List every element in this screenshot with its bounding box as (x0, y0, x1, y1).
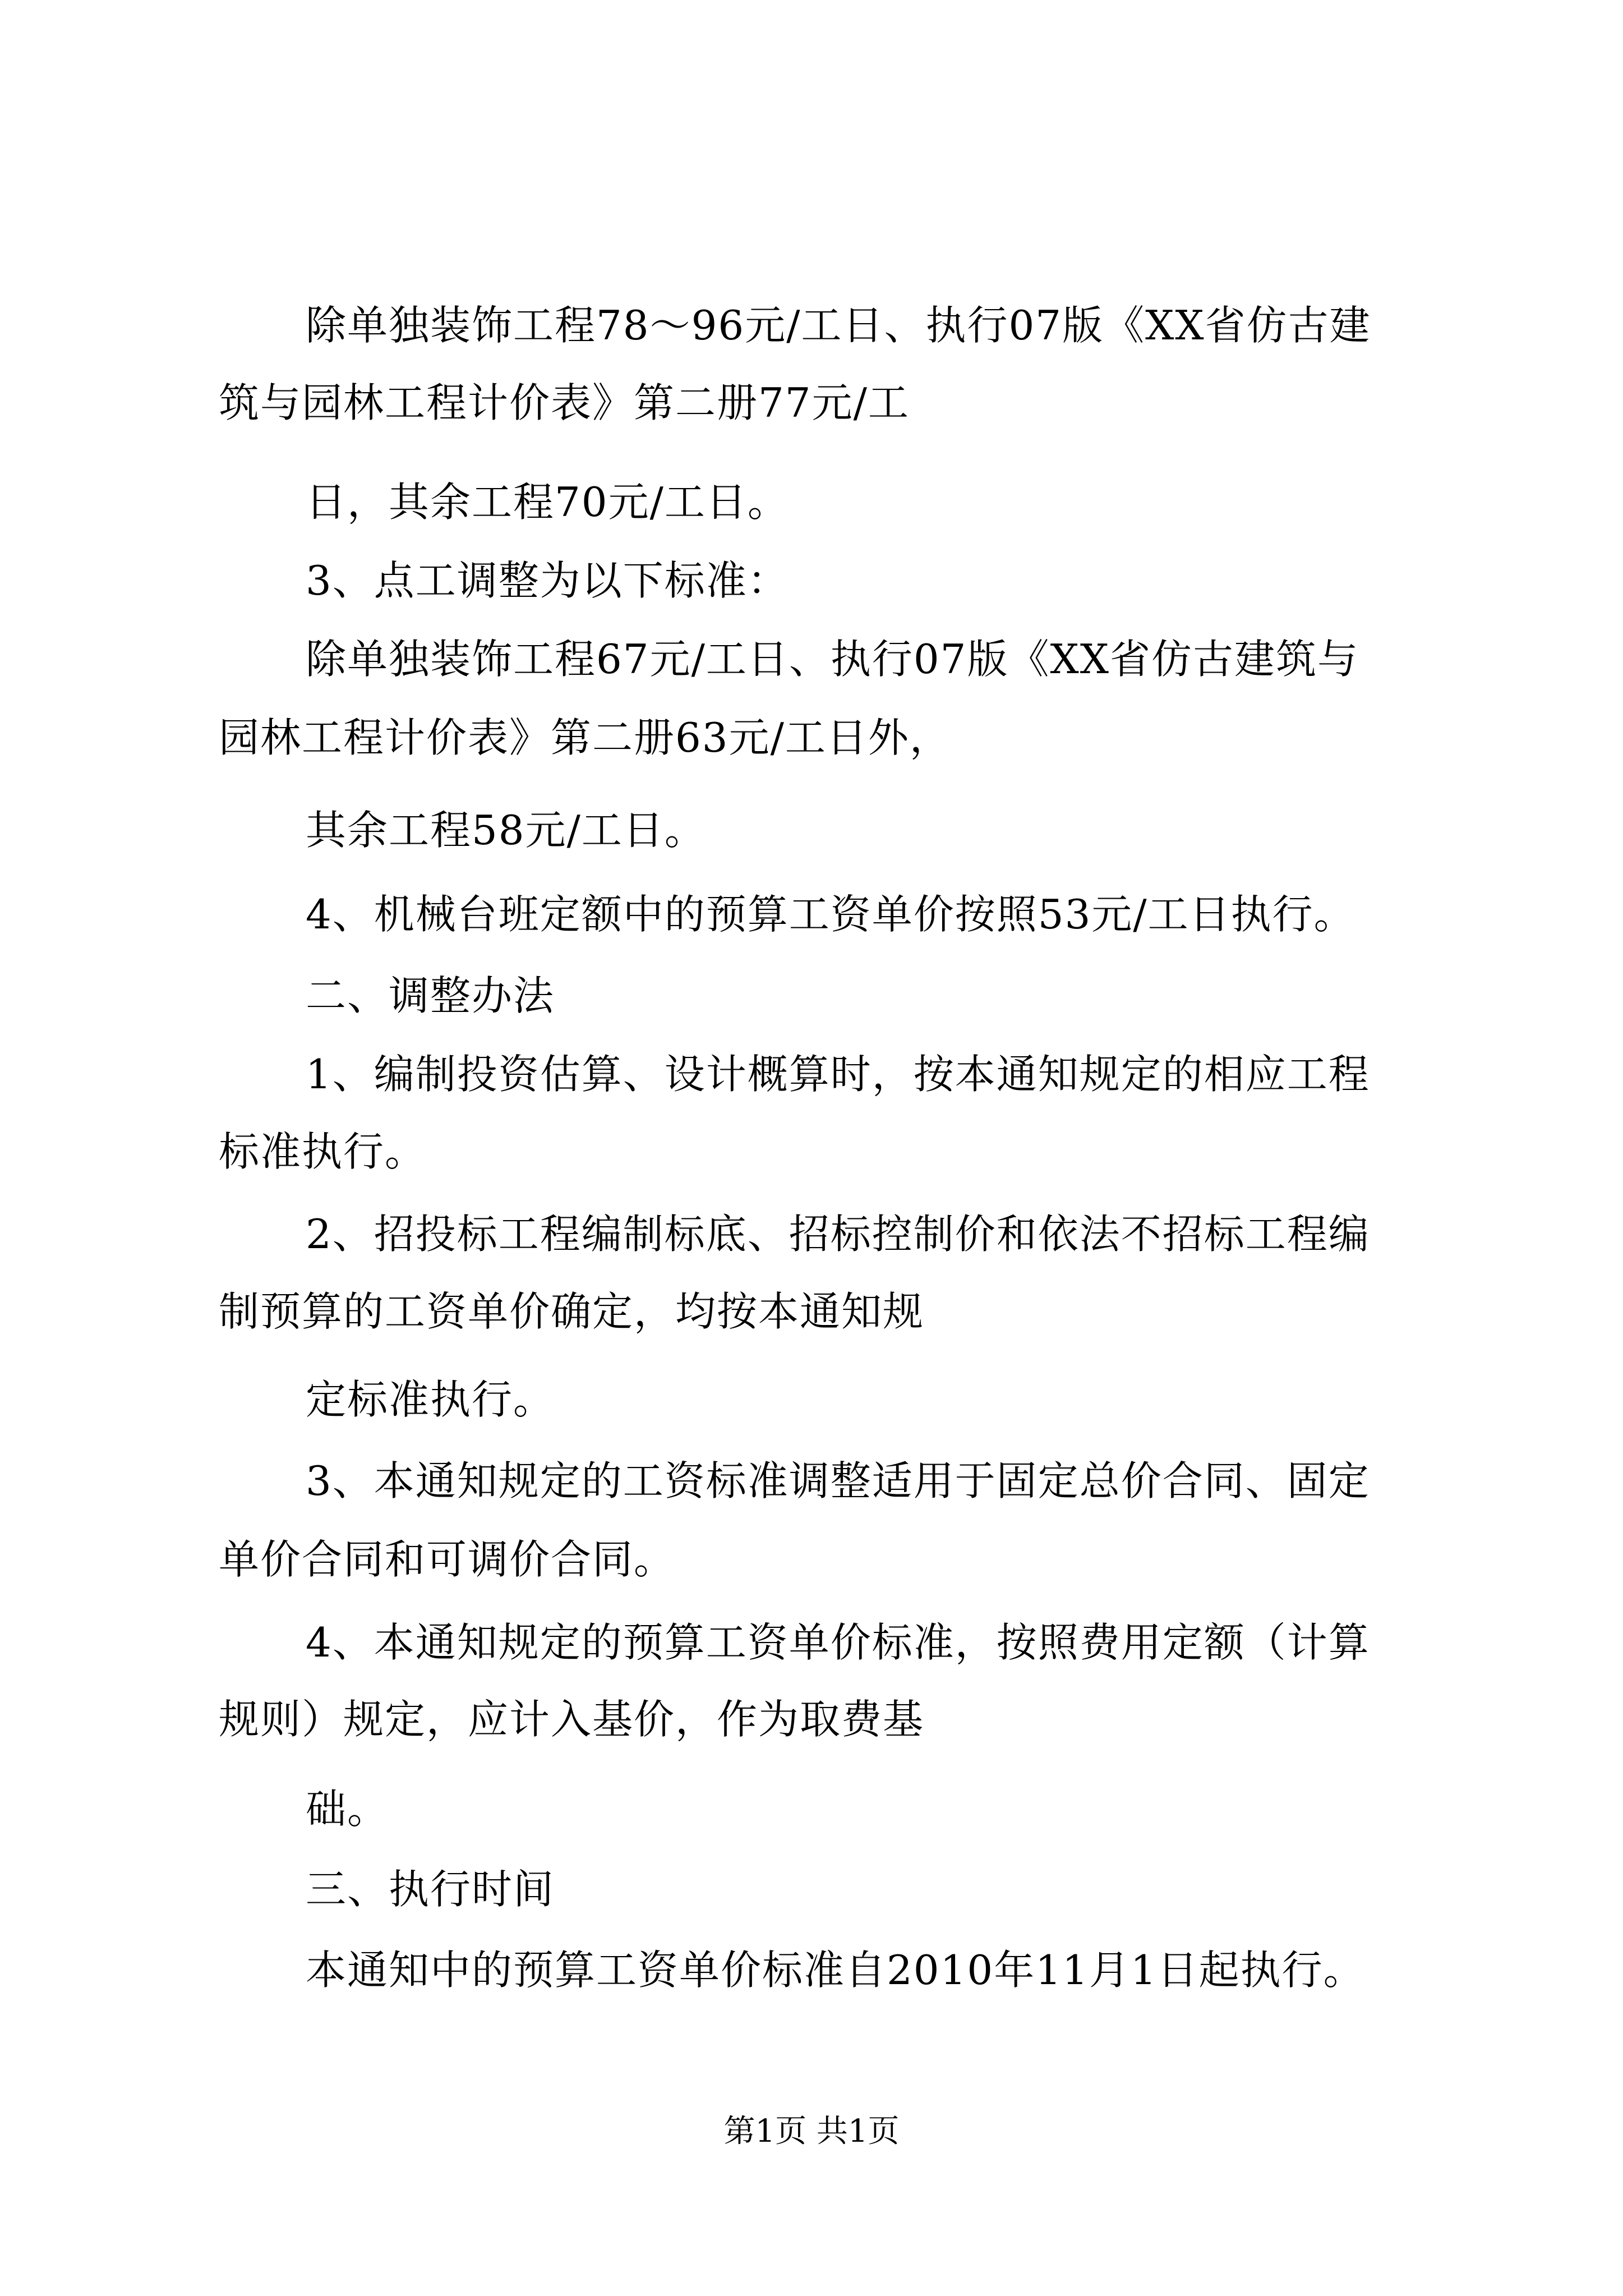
text-line-10: 1、编制投资估算、设计概算时，按本通知规定的相应工程 (306, 1051, 1370, 1098)
text-line-21: 本通知中的预算工资单价标准自2010年11月1日起执行。 (306, 1947, 1365, 1994)
text-line-3: 日，其余工程70元/工日。 (306, 478, 789, 526)
text-line-11: 标准执行。 (219, 1128, 427, 1175)
text-line-4: 3、点工调整为以下标准： (306, 557, 789, 604)
text-line-12: 2、招投标工程编制标底、招标控制价和依法不招标工程编 (306, 1211, 1370, 1258)
text-line-16: 单价合同和可调价合同。 (219, 1536, 676, 1583)
text-line-6: 园林工程计价表》第二册63元/工日外， (219, 714, 951, 761)
text-line-7: 其余工程58元/工日。 (306, 807, 706, 854)
text-line-15: 3、本通知规定的工资标准调整适用于固定总价合同、固定 (306, 1457, 1370, 1504)
text-line-17: 4、本通知规定的预算工资单价标准，按照费用定额（计算 (306, 1619, 1370, 1666)
page-footer: 第1页 共1页 (723, 2113, 900, 2150)
section-heading-effective-date: 三、执行时间 (306, 1866, 555, 1913)
text-line-18: 规则）规定，应计入基价，作为取费基 (219, 1696, 925, 1743)
text-line-1: 除单独装饰工程78～96元/工日、执行07版《XX省仿古建 (306, 302, 1371, 349)
text-line-2: 筑与园林工程计价表》第二册77元/工 (219, 379, 910, 426)
section-heading-adjustment: 二、调整办法 (306, 972, 555, 1019)
text-line-8: 4、机械台班定额中的预算工资单价按照53元/工日执行。 (306, 891, 1355, 938)
text-line-5: 除单独装饰工程67元/工日、执行07版《XX省仿古建筑与 (306, 636, 1359, 683)
text-line-19: 础。 (306, 1786, 389, 1833)
text-line-13: 制预算的工资单价确定，均按本通知规 (219, 1288, 925, 1335)
text-line-14: 定标准执行。 (306, 1376, 555, 1423)
